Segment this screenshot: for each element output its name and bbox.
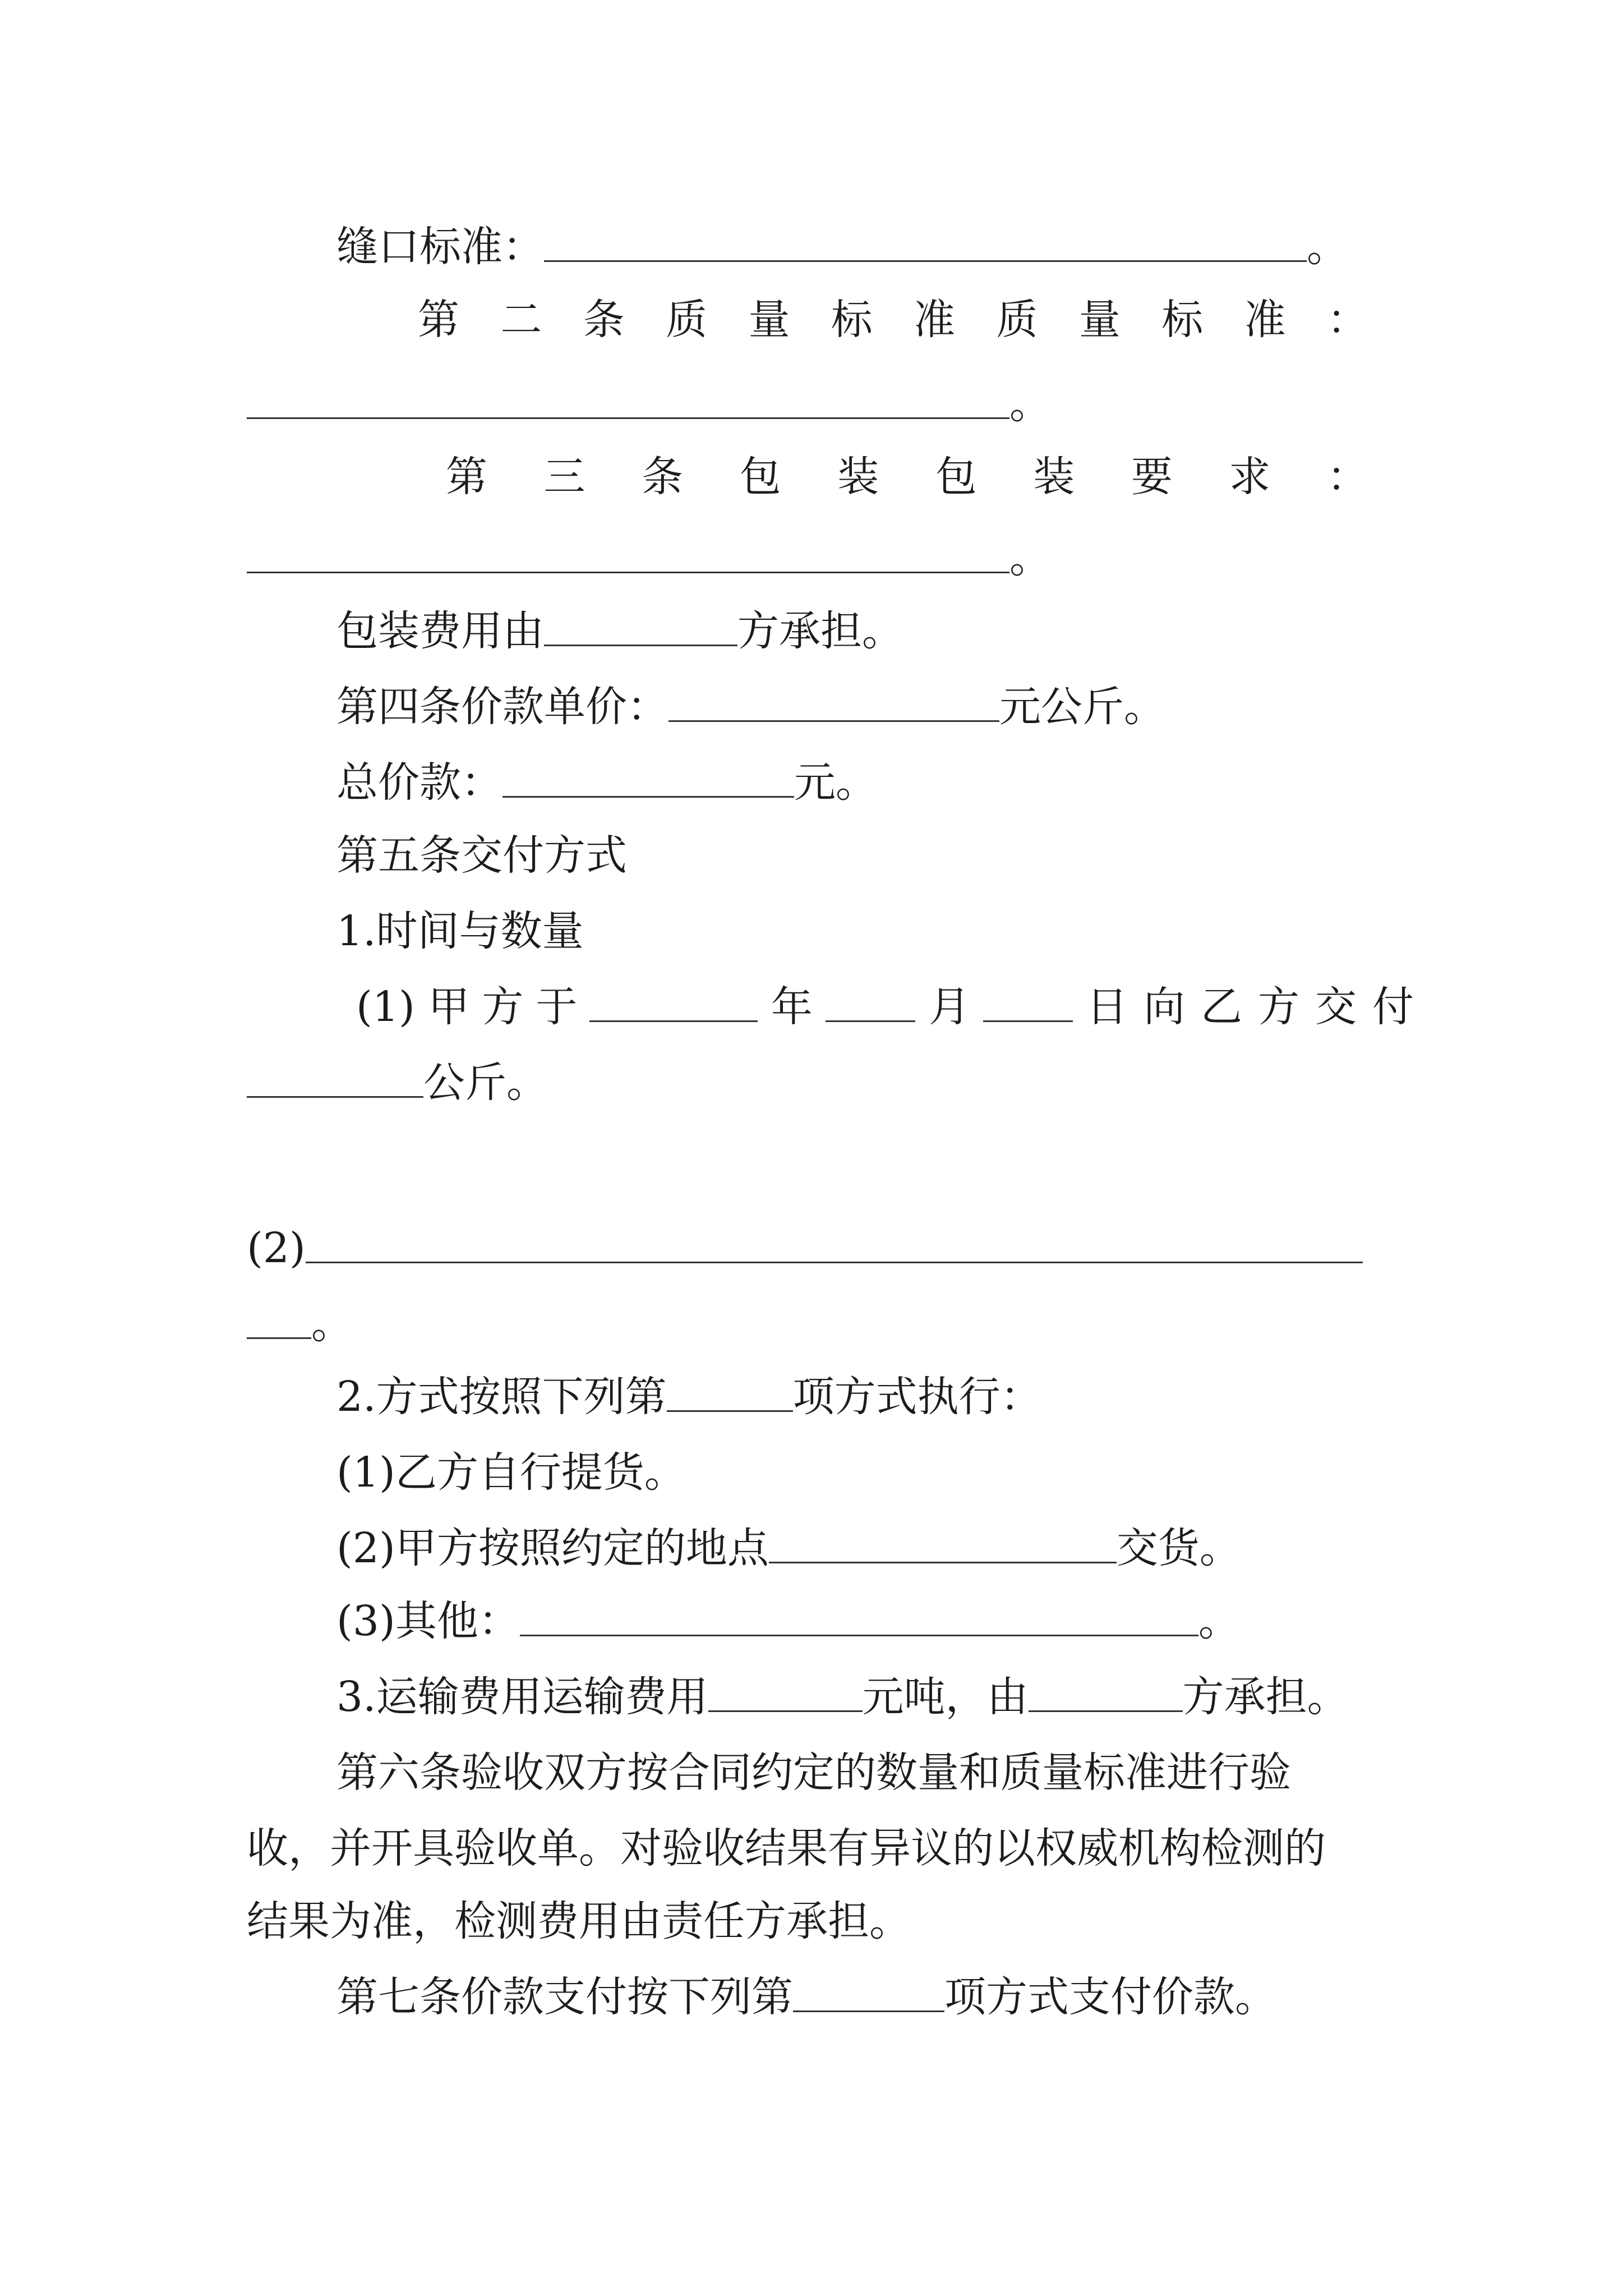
method-option-2: (2)甲方按照约定的地点 交货。 — [336, 1524, 1241, 1572]
delivery-method-line: 2.方式按照下列第 项方式执行： — [336, 1373, 1042, 1421]
total-price-line: 总价款： 元。 — [336, 758, 877, 807]
time-and-quantity-heading: 1.时间与数量 — [336, 907, 584, 955]
delivery-method-item-blank[interactable] — [667, 1377, 793, 1412]
delivery-day-blank[interactable] — [983, 987, 1073, 1022]
delivery-date-line: (1) 甲方于 年 月 日向乙方交付 — [356, 983, 1430, 1031]
article-6-line-2: 收，并开具验收单。对验收结果有异议的以权威机构检测的 — [247, 1824, 1326, 1872]
delivery-quantity-line: 公斤。 — [247, 1049, 548, 1116]
method-option-3: (3)其他： 。 — [336, 1597, 1240, 1645]
delivery-location-blank[interactable] — [769, 1528, 1117, 1563]
transport-fee-party-blank[interactable] — [1029, 1677, 1183, 1712]
payment-method-item-blank[interactable] — [793, 1977, 944, 2012]
unit-price-line: 第四条价款单价： 元公斤。 — [336, 683, 1165, 731]
quality-standard-blank[interactable] — [247, 384, 1009, 419]
item-2-blank[interactable] — [306, 1228, 1363, 1263]
item-2-line: (2) — [247, 1214, 1363, 1282]
article-6-line-1: 第六条验收双方按合同约定的数量和质量标准进行验 — [336, 1749, 1291, 1797]
article-3-heading: 第 三 条 包 装 包 装 要 求 ： — [446, 453, 1368, 501]
unit-price-blank[interactable] — [668, 687, 999, 722]
packaging-requirement-blank[interactable] — [247, 538, 1009, 573]
article-5-heading: 第五条交付方式 — [336, 831, 627, 880]
delivery-year-blank[interactable] — [589, 987, 758, 1022]
method-option-1: (1)乙方自行提货。 — [336, 1448, 686, 1497]
seam-standard-blank[interactable] — [544, 227, 1307, 262]
article-2-heading: 第 二 条 质 量 标 准 质 量 标 准 ： — [418, 296, 1368, 344]
packaging-fee-party-blank[interactable] — [544, 611, 737, 646]
item-2-continuation-line: 。 — [247, 1290, 353, 1358]
transport-fee-line: 3.运输费用运输费用 元吨，由 方承担。 — [336, 1673, 1349, 1721]
delivery-quantity-blank[interactable] — [247, 1062, 423, 1098]
seam-standard-label: 缝口标准： — [336, 223, 544, 271]
delivery-month-blank[interactable] — [826, 987, 915, 1022]
quality-standard-blank-line: 。 — [247, 370, 1051, 438]
other-method-blank[interactable] — [520, 1601, 1198, 1636]
packaging-requirement-blank-line: 。 — [247, 524, 1051, 592]
seam-standard-line: 缝口标准： 。 — [336, 223, 1348, 271]
item-2-continuation-blank[interactable] — [247, 1304, 311, 1339]
article-7-line: 第七条价款支付按下列第 项方式支付价款。 — [336, 1973, 1276, 2021]
article-6-line-3: 结果为准，检测费用由责任方承担。 — [247, 1897, 911, 1945]
packaging-fee-line: 包装费用由 方承担。 — [336, 607, 903, 655]
transport-fee-blank[interactable] — [708, 1677, 863, 1712]
total-price-blank[interactable] — [502, 762, 794, 798]
